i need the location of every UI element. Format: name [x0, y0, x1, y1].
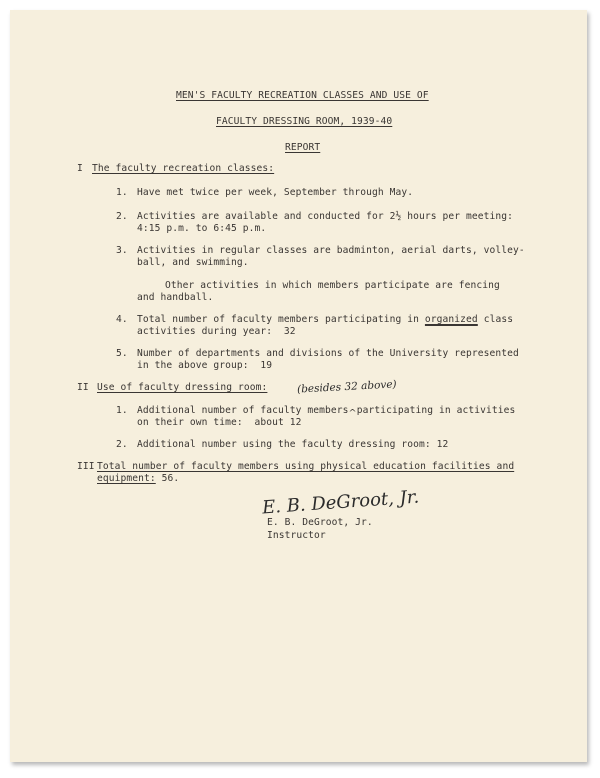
section-3-text-line-2 — [97, 473, 179, 485]
item-1-2-number: 2. — [116, 211, 128, 222]
item-1-2-text-line-1: Activities are available and conducted for 2½ hours per meeting: — [137, 211, 514, 222]
item-1-3-note-line-2: and handball. — [137, 292, 214, 303]
item-1-3-note-line-1: Other activities in which members participate are fencing — [165, 280, 500, 291]
title-line-1: MEN'S FACULTY RECREATION CLASSES AND USE OF — [176, 90, 429, 101]
typed-signature-name: E. B. DeGroot, Jr. — [267, 517, 373, 528]
item-1-3-text-line-2: ball, and swimming. — [137, 257, 249, 268]
item-1-1-text: Have met twice per week, September through May. — [137, 187, 414, 198]
item-2-1-number: 1. — [116, 405, 128, 416]
section-3-equipment-label: equipment: — [97, 473, 156, 484]
handwritten-annotation: (besides 32 above) — [296, 378, 397, 396]
item-2-1-text-line-2: on their own time: about 12 — [137, 417, 302, 428]
item-1-4-text-line-1 — [137, 314, 513, 326]
item-2-1-text-line-1 — [137, 405, 515, 417]
item-1-3-text-line-1: Activities in regular classes are badminton, aerial darts, volley- — [137, 245, 525, 256]
handwritten-signature: E. B. DeGroot, Jr. — [261, 486, 420, 519]
signature-role: Instructor — [267, 530, 326, 541]
item-1-1-number: 1. — [116, 187, 128, 198]
item-1-2-text-line-2: 4:15 p.m. to 6:45 p.m. — [137, 223, 267, 234]
item-1-5-number: 5. — [116, 348, 128, 359]
item-1-4-text-line-2: activities during year: 32 — [137, 326, 296, 337]
document-page — [10, 10, 587, 762]
caret-mark: ^ — [348, 408, 357, 419]
section-3-numeral: III — [77, 461, 95, 472]
item-1-4-underlined-word: organized — [424, 314, 478, 325]
section-2-heading: Use of faculty dressing room: — [97, 382, 268, 393]
item-1-5-text-line-1: Number of departments and divisions of the University represented — [137, 348, 519, 359]
item-2-2-number: 2. — [116, 439, 128, 450]
title-line-2: FACULTY DRESSING ROOM, 1939-40 — [216, 116, 393, 127]
item-1-5-text-line-2: in the above group: 19 — [137, 360, 273, 371]
item-1-4-number: 4. — [116, 314, 128, 325]
item-1-4-text-a: Total number of faculty members participating in — [137, 314, 425, 325]
section-3-text-line-1: Total number of faculty members using physical education facilities and — [97, 461, 515, 472]
item-2-1-text-b: participating in activities — [356, 405, 516, 416]
section-1-heading: The faculty recreation classes: — [92, 163, 275, 174]
section-3-value: 56. — [155, 473, 180, 484]
item-2-2-text: Additional number using the faculty dressing room: 12 — [137, 439, 449, 450]
item-1-3-number: 3. — [116, 245, 128, 256]
item-2-1-text-a: Additional number of faculty members — [137, 405, 349, 416]
section-2-numeral: II — [77, 382, 89, 393]
item-1-4-text-c: class — [477, 314, 514, 325]
section-1-numeral: I — [77, 163, 83, 174]
title-line-3: REPORT — [285, 142, 321, 153]
